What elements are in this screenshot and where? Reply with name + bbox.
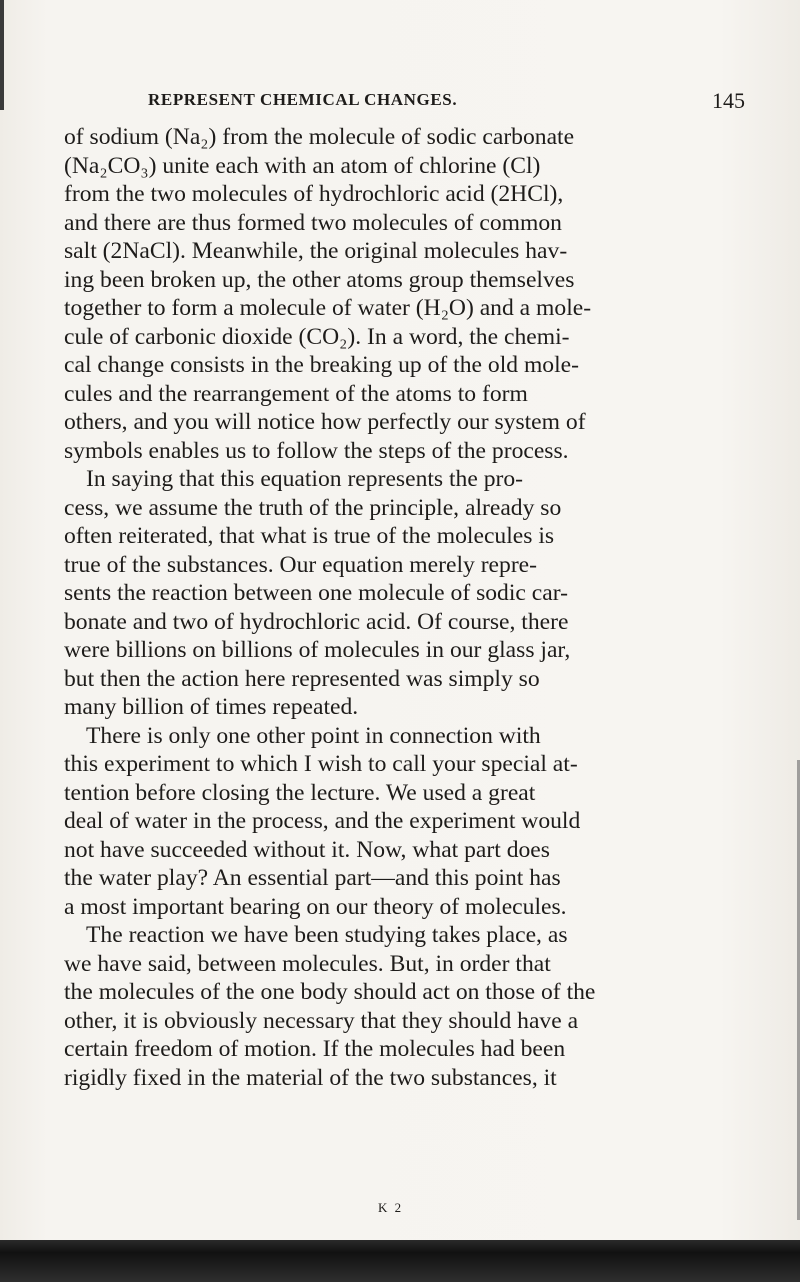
text-line: this experiment to which I wish to call your special at- bbox=[64, 751, 578, 777]
text-line: cess, we assume the truth of the principle, already so bbox=[64, 494, 562, 521]
text-line: and there are thus formed two molecules of common bbox=[64, 209, 562, 236]
text-line: the molecules of the one body should act on those of the bbox=[64, 979, 596, 1005]
text-line: from the two molecules of hydrochloric acid (2HCl), bbox=[64, 181, 564, 207]
page-number: 145 bbox=[712, 88, 745, 113]
text-line: ing been broken up, the other atoms group themselves bbox=[64, 266, 575, 293]
text-line: There is only one other point in connection with bbox=[86, 722, 541, 749]
text-line: true of the substances. Our equation merely repre- bbox=[64, 551, 538, 578]
text-line: rigidly fixed in the material of the two substances, it bbox=[64, 1064, 557, 1091]
text-line: other, it is obviously necessary that they should have a bbox=[64, 1007, 579, 1034]
text-line: a most important bearing on our theory of molecules. bbox=[64, 893, 567, 920]
text-line: bonate and two of hydrochloric acid. Of course, there bbox=[64, 608, 569, 635]
text-line: often reiterated, that what is true of the molecules is bbox=[64, 523, 555, 549]
text-line: the water play? An essential part—and this point has bbox=[64, 865, 561, 891]
text-line: (Na₂CO₃) unite each with an atom of chlorine (Cl) bbox=[64, 152, 541, 179]
text-line: deal of water in the process, and the experiment would bbox=[64, 808, 581, 834]
text-line: cule of carbonic dioxide (CO₂). In a word, the chemi- bbox=[64, 323, 570, 350]
text-line: we have said, between molecules. But, in order that bbox=[64, 950, 551, 977]
text-line: many billion of times repeated. bbox=[64, 694, 359, 720]
text-line: not have succeeded without it. Now, what part does bbox=[64, 836, 550, 863]
text-line: symbols enables us to follow the steps of the process. bbox=[64, 437, 569, 464]
text-line: of sodium (Na₂) from the molecule of sodic carbonate bbox=[64, 124, 575, 150]
text-line: In saying that this equation represents the pro- bbox=[86, 466, 524, 492]
page-bottom-edge bbox=[0, 1240, 800, 1282]
text-line: cal change consists in the breaking up of the old mole- bbox=[64, 352, 579, 378]
text-line: together to form a molecule of water (H₂O) and a mole- bbox=[64, 295, 592, 321]
running-header: REPRESENT CHEMICAL CHANGES. bbox=[148, 90, 458, 109]
text-line: but then the action here represented was simply so bbox=[64, 665, 540, 692]
text-line: were billions on billions of molecules in our glass jar, bbox=[64, 637, 571, 663]
text-line: tention before closing the lecture. We used a great bbox=[64, 779, 536, 806]
text-line: sents the reaction between one molecule of sodic car- bbox=[64, 580, 568, 606]
text-line: certain freedom of motion. If the molecules had been bbox=[64, 1036, 566, 1062]
text-line: cules and the rearrangement of the atoms to form bbox=[64, 380, 528, 407]
signature-mark: K 2 bbox=[378, 1200, 404, 1215]
text-line: others, and you will notice how perfectly our system of bbox=[64, 409, 586, 435]
page-edge-shadow bbox=[0, 0, 4, 110]
text-line: The reaction we have been studying takes place, as bbox=[86, 922, 568, 948]
text-line: salt (2NaCl). Meanwhile, the original molecules hav- bbox=[64, 238, 568, 264]
